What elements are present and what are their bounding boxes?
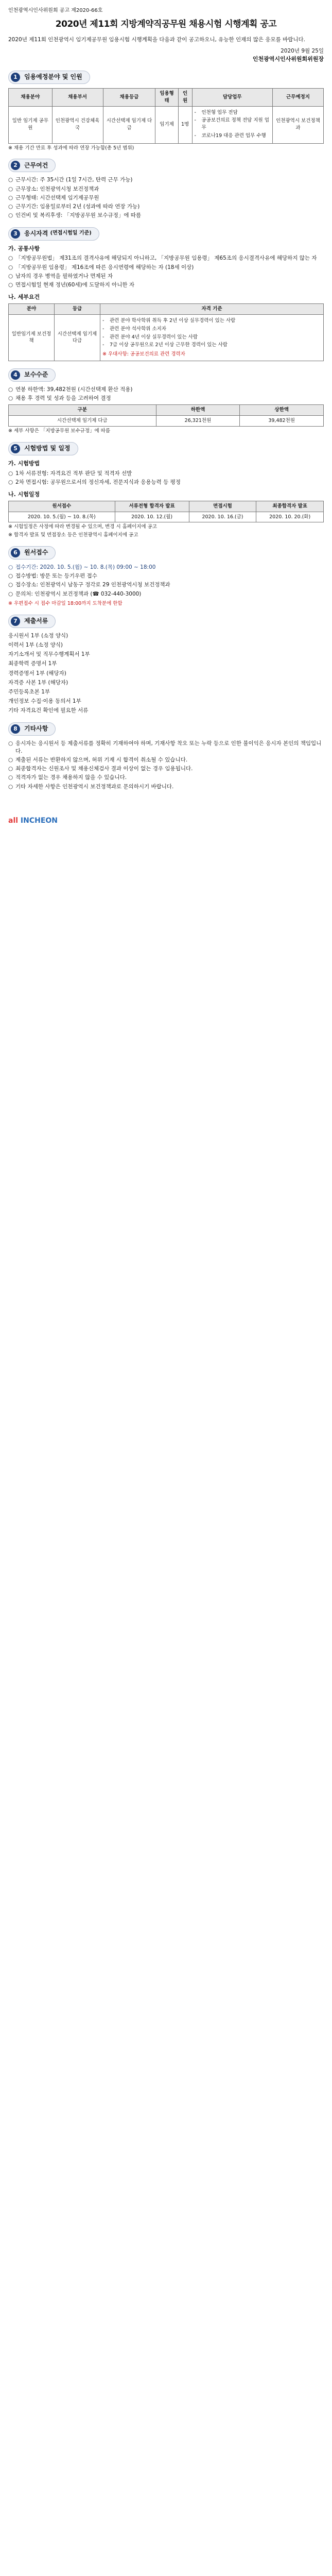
section-number: 8 (11, 724, 20, 734)
section-number: 1 (11, 73, 20, 82)
table-cell: 2020. 10. 12.(월) (115, 512, 189, 522)
table-header: 하한액 (156, 405, 240, 416)
pay-table (8, 404, 324, 427)
preference-note: ※ 우대사항: 공공보건의료 관련 경력자 (102, 351, 185, 358)
section-title: 시험방법 및 일정 (24, 444, 71, 452)
notice-date: 2020년 9월 25일 (281, 47, 324, 54)
list-item: ○ 인건비 및 복리후생: 「지방공무원 보수규정」에 따름 (8, 212, 324, 219)
section-8-header (8, 722, 324, 736)
table-cell: 임기제 (155, 106, 178, 143)
list-item: 개인정보 수집·이용 동의서 1부 (8, 698, 81, 705)
table-header: 최종합격자 발표 (256, 501, 324, 512)
intro-text: 2020년 제11회 인천광역시 임기제공무원 임용시험 시행계획을 다음과 같이 공고하오니, 유능한 인재의 많은 응모를 바랍니다. (8, 37, 306, 43)
list-item: ○ 근무장소: 인천광역시청 보건정책과 (8, 185, 324, 193)
schedule-note: ※ 합격자 발표 및 면접장소 등은 인천광역시 홈페이지에 공고 (8, 532, 138, 538)
qualification-table (8, 303, 324, 361)
criteria-item: - 관련 분야 석사학위 소지자 (102, 326, 321, 333)
list-item: 주민등록초본 1부 (8, 688, 50, 695)
table-cell: 시간선택제 임기제 다급 (9, 416, 156, 427)
apply-list (8, 564, 324, 598)
section-4-header (8, 368, 324, 382)
section-6-header (8, 546, 324, 560)
schedule-note: ※ 시험일정은 사정에 따라 변경될 수 있으며, 변경 시 홈페이지에 공고 (8, 524, 157, 530)
list-item: ○ 「지방공무원법」 제31조의 결격사유에 해당되지 아니하고, 「지방공무원 임용령」 제65조의 응시결격사유에 해당하지 않는 자 (8, 255, 324, 262)
table-header: 등급 (55, 304, 100, 315)
section-title: 임용예정분야 및 인원 (24, 73, 82, 81)
table-cell: 인천광역시 건강체육국 (52, 106, 103, 143)
duty-item: - 공공보건의료 정책 전담 지원 업무 (195, 117, 270, 131)
logo-text-b: INCHEON (20, 816, 58, 825)
duty-item: - 코로나19 대응 관련 업무 수행 (195, 132, 270, 140)
table-header: 근무예정지 (272, 89, 323, 107)
table-row (9, 315, 324, 361)
incheon-logo (8, 816, 58, 826)
list-item: ○ 기타 자세한 사항은 인천광역시 보건정책과로 문의하시기 바랍니다. (8, 783, 324, 791)
section-number: 7 (11, 617, 20, 626)
table-header: 상한액 (240, 405, 324, 416)
duties-cell (192, 106, 272, 143)
positions-table (8, 88, 324, 144)
table-header: 인원 (178, 89, 192, 107)
list-item: ○ 제출된 서류는 반환하지 않으며, 허위 기재 시 합격이 취소될 수 있습니다. (8, 756, 324, 764)
list-item: 최종학력 증명서 1부 (8, 660, 57, 667)
table-cell: 일반임기제 보건정책 (9, 315, 55, 361)
table-row (9, 512, 324, 522)
list-item: ○ 근무시간: 주 35시간 (1일 7시간, 탄력 근무 가능) (8, 176, 324, 184)
list-item: ○ 접수장소: 인천광역시 남동구 정각로 29 인천광역시청 보건정책과 (8, 581, 324, 589)
table-cell: 39,482천원 (240, 416, 324, 427)
table-header: 면접시험 (189, 501, 256, 512)
logo-text-a: all (8, 816, 21, 825)
method-list (8, 470, 324, 486)
section-3-header (8, 227, 324, 241)
section-number: 4 (11, 370, 20, 380)
duty-item: - 인천형 업무 전담 (195, 109, 270, 116)
table-cell: 26,321천원 (156, 416, 240, 427)
section-7-header (8, 615, 324, 628)
list-item: ○ 최종합격자는 신원조사 및 채용신체검사 결과 이상이 없는 경우 임용됩니다. (8, 765, 324, 773)
section-number: 6 (11, 548, 20, 557)
section-number: 3 (11, 229, 20, 239)
qual-general-title: 가. 공통사항 (8, 245, 40, 252)
table-header: 채용부서 (52, 89, 103, 107)
section-title: 기타사항 (24, 724, 48, 732)
table-header: 구분 (9, 405, 156, 416)
table-header: 채용등급 (103, 89, 155, 107)
section-title: 원서접수 (24, 549, 48, 556)
list-item: ○ 1차 서류전형: 자격요건 적부 판단 및 적격자 선발 (8, 470, 324, 478)
qual-general-list (8, 255, 324, 289)
list-item: ○ 접수기간: 2020. 10. 5.(월) ~ 10. 8.(목) 09:00 ~ 18:00 (8, 564, 324, 571)
notice-number: 인천광역시인사위원회 공고 제2020-66호 (8, 8, 103, 13)
notice-signer: 인천광역시인사위원회위원장 (252, 56, 324, 63)
list-item: ○ 남자의 경우 병역을 필하였거나 면제된 자 (8, 273, 324, 280)
documents-list (8, 632, 324, 715)
table-cell: 2020. 10. 20.(화) (256, 512, 324, 522)
table-header: 채용분야 (9, 89, 53, 107)
section-2-header (8, 159, 324, 172)
section-title: 응시자격 (24, 229, 48, 237)
list-item: 응시원서 1부 (소정 양식) (8, 632, 68, 639)
pay-note: ※ 세부 사항은 「지방공무원 보수규정」에 따름 (8, 428, 111, 434)
section-subtitle: (면접시험일 기준) (50, 230, 92, 236)
schedule-table (8, 501, 324, 523)
list-item: ○ 문의처: 인천광역시 보건정책과 (☎ 032-440-3000) (8, 590, 324, 598)
table-header: 분야 (9, 304, 55, 315)
list-item: 이력서 1부 (소정 양식) (8, 641, 63, 648)
section-title: 근무여건 (24, 161, 48, 169)
schedule-title: 나. 시험일정 (8, 491, 40, 498)
list-item: 자격증 사본 1부 (해당자) (8, 679, 68, 686)
page-title: 2020년 제11회 지방계약직공무원 채용시험 시행계획 공고 (55, 19, 277, 29)
list-item: ○ 면접시험일 현재 정년(60세)에 도달하지 아니한 자 (8, 281, 324, 289)
apply-note: ※ 우편접수 시 접수 마감일 18:00까지 도착분에 한함 (8, 600, 123, 606)
list-item: 경력증명서 1부 (해당자) (8, 670, 66, 676)
list-item: ○ 연봉 하한액: 39,482천원 (시간선택제 환산 적용) (8, 386, 324, 394)
table-header: 담당업무 (192, 89, 272, 107)
section-5-header (8, 442, 324, 455)
list-item: ○ 접수방법: 방문 또는 등기우편 접수 (8, 572, 324, 580)
table-cell: 인천광역시 보건정책과 (272, 106, 323, 143)
criteria-cell (100, 315, 324, 361)
table-header: 원서접수 (9, 501, 115, 512)
table-row (9, 416, 324, 427)
list-item: ○ 「지방공무원 임용령」 제16조에 따른 응시연령에 해당하는 자 (18세 이상) (8, 264, 324, 272)
list-item: ○ 채용 후 경력 및 성과 등을 고려하여 결정 (8, 395, 324, 402)
list-item: 기타 자격요건 확인에 필요한 서류 (8, 707, 89, 714)
section-number: 2 (11, 161, 20, 170)
table-header: 임용형태 (155, 89, 178, 107)
table-cell: 일반 임기제 공무원 (9, 106, 53, 143)
table-header: 서류전형 합격자 발표 (115, 501, 189, 512)
section-title: 보수수준 (24, 371, 48, 379)
method-title: 가. 시험방법 (8, 460, 40, 467)
etc-list (8, 740, 324, 791)
list-item: ○ 2차 면접시험: 공무원으로서의 정신자세, 전문지식과 응용능력 등 평정 (8, 479, 324, 486)
table-header: 자격 기준 (100, 304, 324, 315)
list-item: 자기소개서 및 직무수행계획서 1부 (8, 651, 90, 658)
criteria-item: - 관련 분야 학사학위 취득 후 2년 이상 실무경력이 있는 사람 (102, 317, 321, 325)
list-item: ○ 근무형태: 시간선택제 임기제공무원 (8, 194, 324, 202)
section-title: 제출서류 (24, 617, 48, 624)
work-conditions-list (8, 176, 324, 219)
list-item: ○ 적격자가 없는 경우 채용하지 않을 수 있습니다. (8, 774, 324, 782)
notice-page (8, 0, 324, 829)
table-cell: 시간선택제 임기제 다급 (55, 315, 100, 361)
pay-list (8, 386, 324, 402)
qual-detail-title: 나. 세부요건 (8, 294, 40, 301)
table-note: ※ 채용 기간 만료 후 성과에 따라 연장 가능함(총 5년 범위) (8, 145, 134, 151)
table-cell: 시간선택제 임기제 다급 (103, 106, 155, 143)
section-number: 5 (11, 444, 20, 453)
section-1-header (8, 71, 324, 84)
criteria-item: - 7급 이상 공무원으로 2년 이상 근무한 경력이 있는 사람 (102, 342, 321, 349)
table-cell: 2020. 10. 16.(금) (189, 512, 256, 522)
table-row (9, 106, 324, 143)
table-cell: 1명 (178, 106, 192, 143)
criteria-item: - 관련 분야 4년 이상 실무경력이 있는 사람 (102, 334, 321, 341)
list-item: ○ 근무기간: 임용일로부터 2년 (성과에 따라 연장 가능) (8, 203, 324, 211)
list-item: ○ 응시자는 응시원서 등 제출서류를 정확히 기재하여야 하며, 기재사항 착오 또는 누락 등으로 인한 불이익은 응시자 본인의 책임입니다. (8, 740, 324, 755)
table-cell: 2020. 10. 5.(월) ~ 10. 8.(목) (9, 512, 115, 522)
